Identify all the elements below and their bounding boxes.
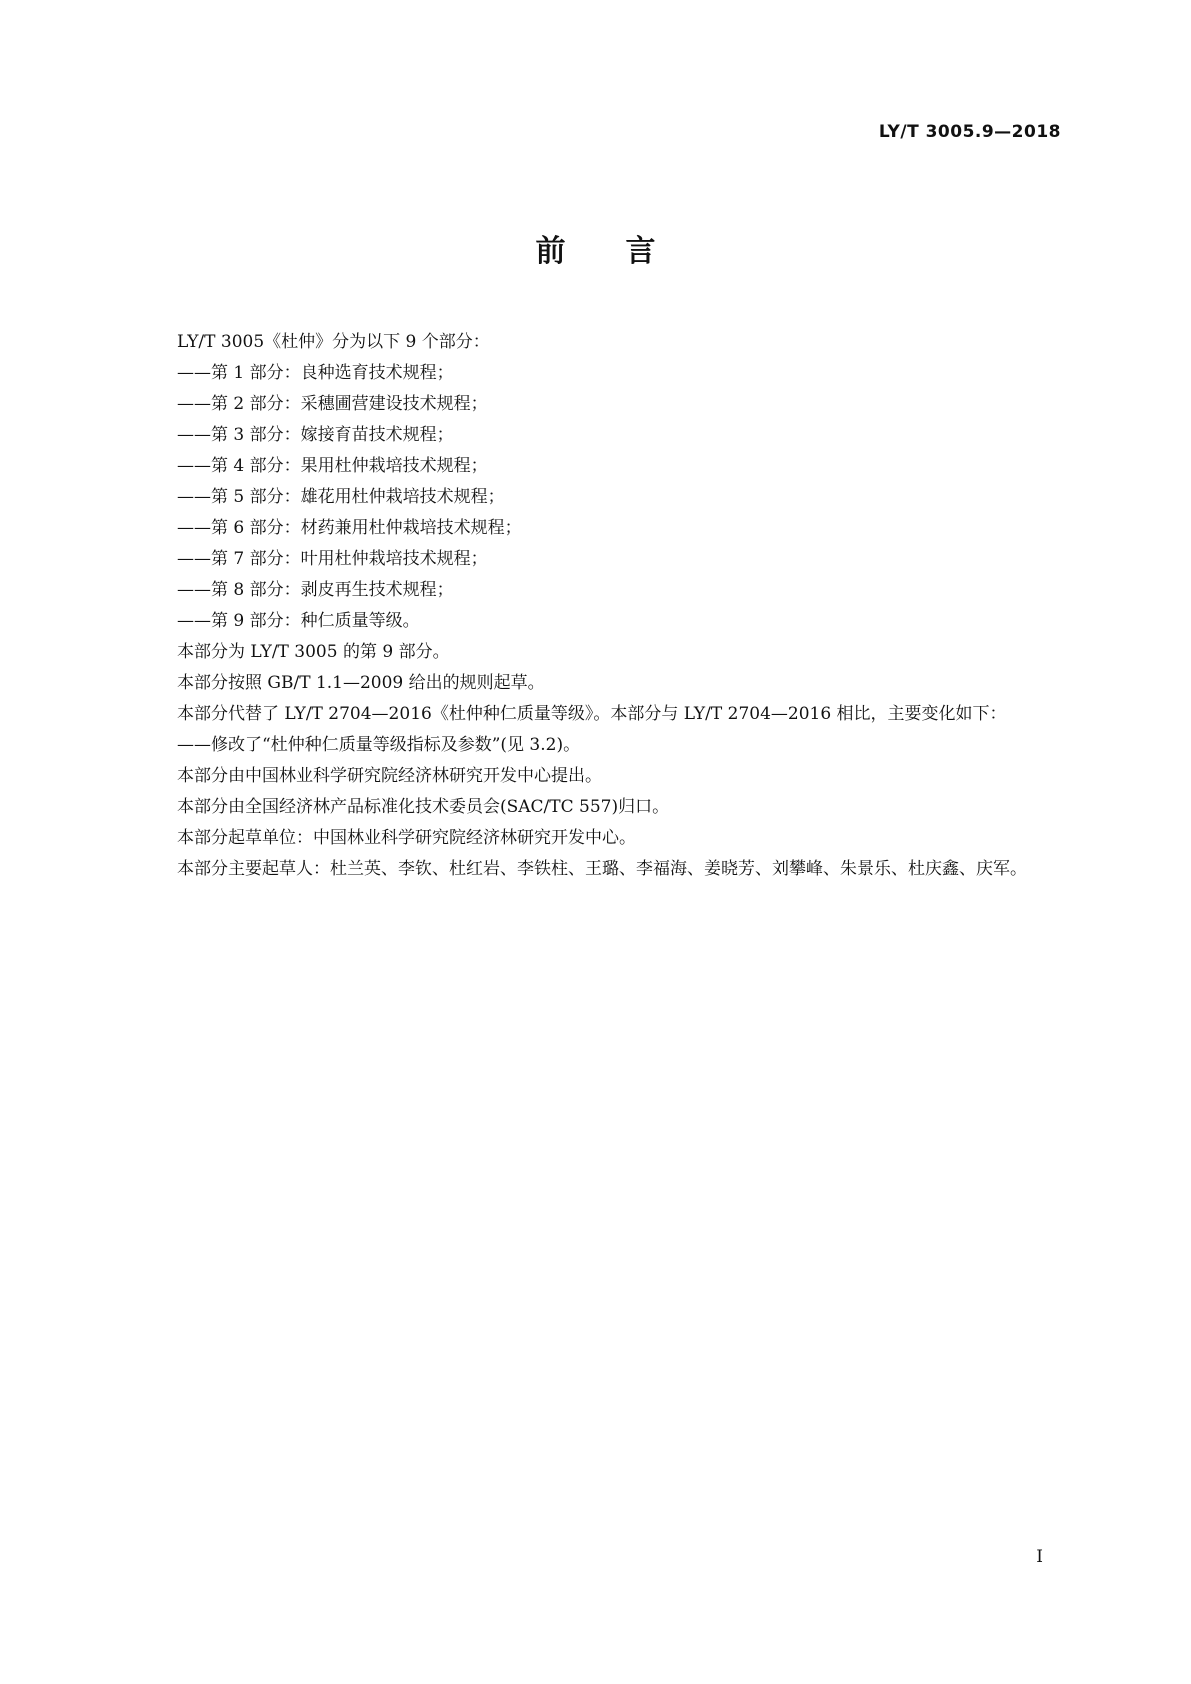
drafting-unit-paragraph: 本部分起草单位：中国林业科学研究院经济林研究开发中心。 <box>177 828 636 848</box>
part-list-item: ——第 6 部分：材药兼用杜仲栽培技术规程； <box>177 518 522 538</box>
part-list-item: ——第 3 部分：嫁接育苗技术规程； <box>177 425 454 445</box>
part-list-item: ——第 1 部分：良种选育技术规程； <box>177 363 454 383</box>
change-list-item: ——修改了“杜仲种仁质量等级指标及参数”(见 3.2)。 <box>177 735 581 755</box>
part-list-item: ——第 4 部分：果用杜仲栽培技术规程； <box>177 456 488 476</box>
replaces-paragraph: 本部分代替了 LY/T 2704—2016《杜仲种仁质量等级》。本部分与 LY/T 2704—2016 相比，主要变化如下： <box>177 704 1007 724</box>
standard-code: LY/T 3005.9—2018 <box>878 122 1061 142</box>
page-number: I <box>1036 1547 1043 1567</box>
page-title: 前言 <box>535 234 716 269</box>
foreword-body <box>140 327 1067 885</box>
intro-paragraph: LY/T 3005《杜仲》分为以下 9 个部分： <box>177 332 490 352</box>
proposed-by-paragraph: 本部分由中国林业科学研究院经济林研究开发中心提出。 <box>177 766 602 786</box>
part-list-item: ——第 5 部分：雄花用杜仲栽培技术规程； <box>177 487 505 507</box>
managed-by-paragraph: 本部分由全国经济林产品标准化技术委员会(SAC/TC 557)归口。 <box>177 797 670 817</box>
part-list-item: ——第 2 部分：采穗圃营建设技术规程； <box>177 394 488 414</box>
drafting-rules-paragraph: 本部分按照 GB/T 1.1—2009 给出的规则起草。 <box>177 673 545 693</box>
part-list-item: ——第 9 部分：种仁质量等级。 <box>177 611 420 631</box>
part-list-item: ——第 7 部分：叶用杜仲栽培技术规程； <box>177 549 488 569</box>
this-part-paragraph: 本部分为 LY/T 3005 的第 9 部分。 <box>177 642 450 662</box>
part-list-item: ——第 8 部分：剥皮再生技术规程； <box>177 580 454 600</box>
drafters-paragraph: 本部分主要起草人：杜兰英、李钦、杜红岩、李铁柱、王璐、李福海、姜晓芳、刘攀峰、朱景乐、杜庆鑫、庆军。 <box>177 859 1027 879</box>
